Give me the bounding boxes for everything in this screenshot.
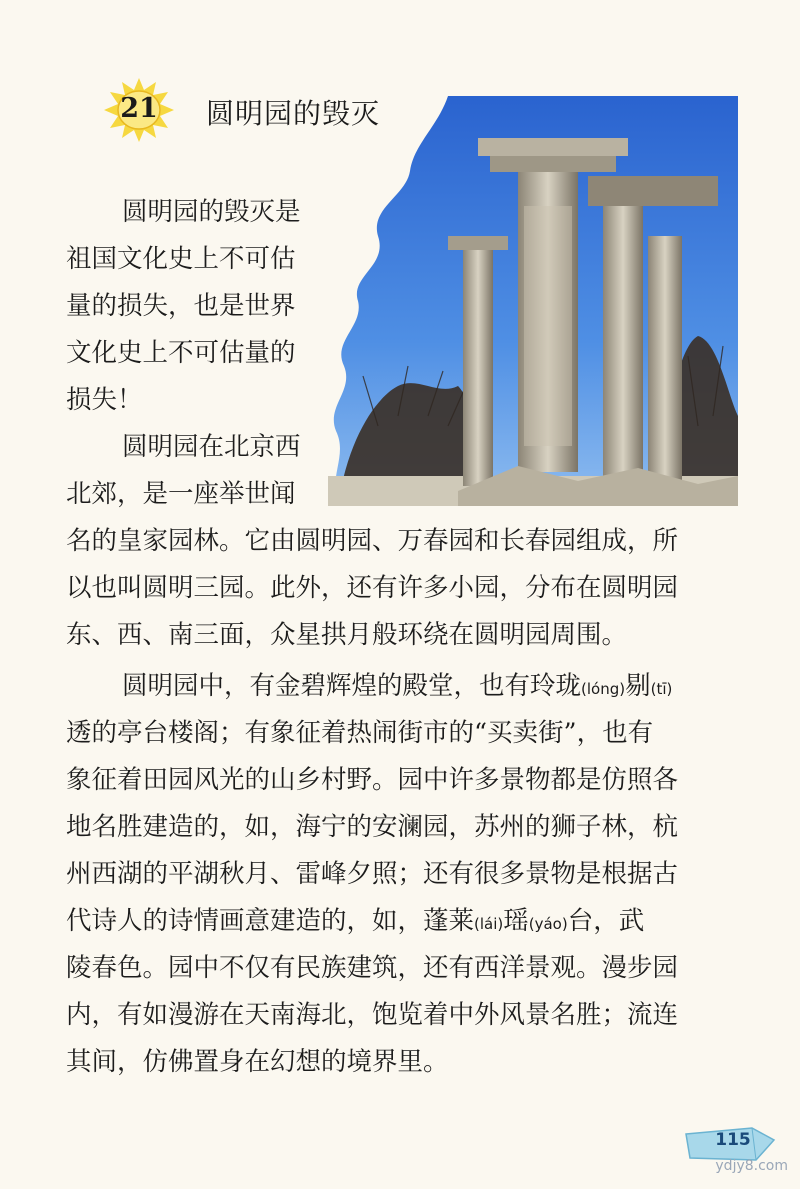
text-line: 北郊，是一座举世闻 <box>66 479 296 509</box>
page-number: 115 <box>715 1130 751 1150</box>
pinyin-annotation: (lái) <box>474 915 504 933</box>
text-line: 圆明园的毁灭是 <box>122 197 301 227</box>
text-line <box>122 666 672 709</box>
pinyin-annotation: (tī) <box>650 680 673 698</box>
lesson-number: 21 <box>120 93 158 124</box>
lesson-badge <box>102 78 176 142</box>
pinyin-annotation: (yáo) <box>528 915 568 933</box>
text-line: 祖国文化史上不可估 <box>66 244 296 274</box>
text-line: 以也叫圆明三园。此外，还有许多小园，分布在圆明园 <box>66 573 679 603</box>
pinyin-annotation: (lóng) <box>581 680 626 698</box>
ruins-photo <box>318 96 738 506</box>
text-line: 损失！ <box>66 385 143 415</box>
text-line: 其间，仿佛置身在幻想的境界里。 <box>66 1047 449 1077</box>
text-segment: 圆明园中，有金碧辉煌的殿堂，也有玲珑 <box>122 671 582 701</box>
text-line: 地名胜建造的，如，海宁的安澜园，苏州的狮子林，杭 <box>66 812 679 842</box>
text-line: 透的亭台楼阁；有象征着热闹街市的“买卖街”，也有 <box>66 718 654 748</box>
text-line: 文化史上不可估量的 <box>66 338 296 368</box>
text-line: 名的皇家园林。它由圆明园、万春园和长春园组成，所 <box>66 526 679 556</box>
text-segment: 剔 <box>625 671 651 701</box>
text-segment: 台，武 <box>567 906 645 936</box>
watermark: ydjy8.com <box>715 1158 788 1174</box>
text-line: 内，有如漫游在天南海北，饱览着中外风景名胜；流连 <box>66 1000 679 1030</box>
text-line: 量的损失，也是世界 <box>66 291 296 321</box>
text-line: 州西湖的平湖秋月、雷峰夕照；还有很多景物是根据古 <box>66 859 679 889</box>
lesson-title: 圆明园的毁灭 <box>206 97 381 130</box>
text-line: 象征着田园风光的山乡村野。园中许多景物都是仿照各 <box>66 765 679 795</box>
text-segment: 代诗人的诗情画意建造的，如，蓬莱 <box>66 906 475 936</box>
text-segment: 瑶 <box>503 906 529 936</box>
text-line: 圆明园在北京西 <box>122 432 301 462</box>
text-line <box>66 901 644 944</box>
text-line: 陵春色。园中不仅有民族建筑，还有西洋景观。漫步园 <box>66 953 679 983</box>
text-line: 东、西、南三面，众星拱月般环绕在圆明园周围。 <box>66 620 628 650</box>
